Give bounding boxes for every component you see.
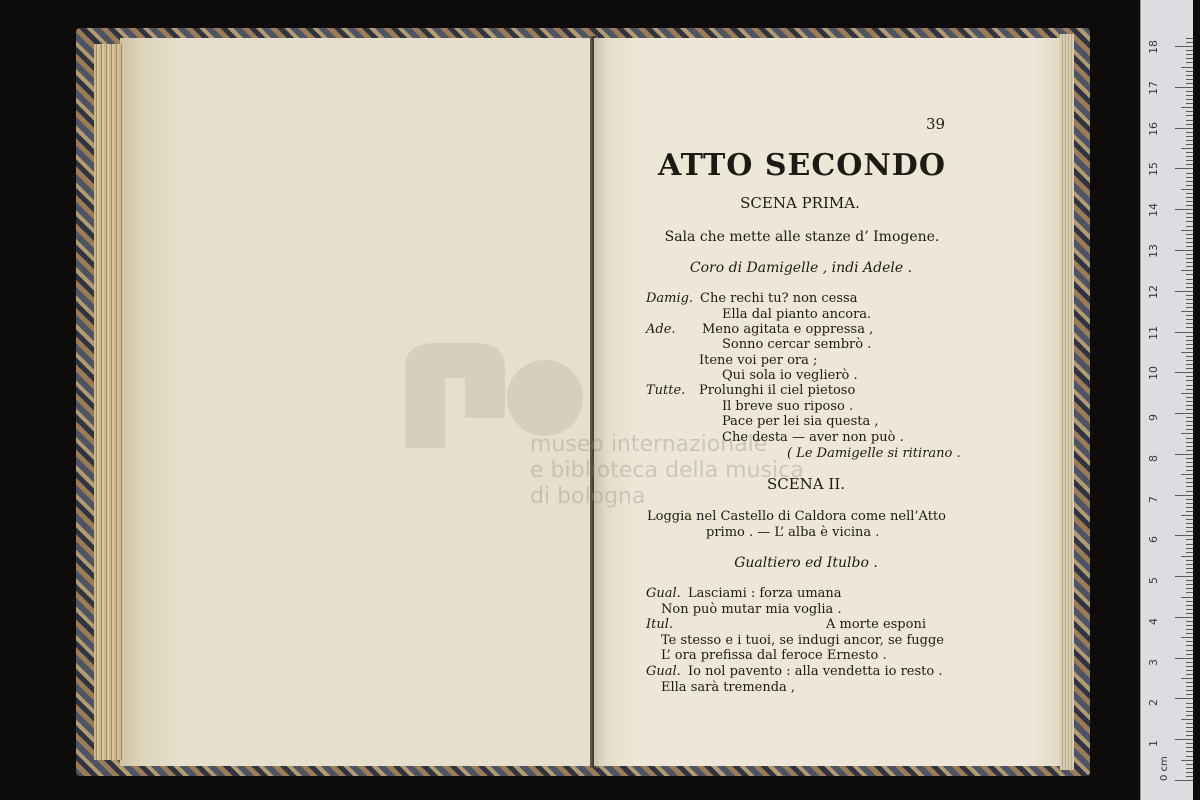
ruler-tick xyxy=(1186,62,1193,63)
ruler-tick xyxy=(1186,723,1193,724)
ruler-tick xyxy=(1186,462,1193,463)
speaker-itul: Itul. xyxy=(646,617,674,632)
ruler-tick xyxy=(1186,539,1193,540)
watermark-line-2: e biblioteca della musica xyxy=(530,458,804,483)
ruler-number: 1 xyxy=(1147,740,1160,748)
ruler-tick xyxy=(1186,519,1193,520)
verse-line: Prolunghi il ciel pietoso xyxy=(699,383,856,398)
ruler-tick xyxy=(1186,629,1193,630)
ruler-tick xyxy=(1186,690,1193,691)
ruler-tick xyxy=(1186,389,1193,390)
ruler-tick xyxy=(1175,413,1193,414)
ruler-tick xyxy=(1186,552,1193,553)
ruler-tick xyxy=(1186,421,1193,422)
ruler-number: 14 xyxy=(1147,203,1160,218)
ruler-tick xyxy=(1186,177,1193,178)
ruler-tick xyxy=(1186,213,1193,214)
ruler-number: 6 xyxy=(1147,536,1160,544)
ruler-tick xyxy=(1186,527,1193,528)
ruler-number: 2 xyxy=(1147,699,1160,707)
ruler-tick xyxy=(1186,185,1193,186)
ruler-tick xyxy=(1186,776,1193,777)
ruler-tick xyxy=(1186,478,1193,479)
ruler-tick xyxy=(1186,91,1193,92)
ruler-tick xyxy=(1186,731,1193,732)
verse-line: A morte esponi xyxy=(826,617,926,632)
ruler-tick xyxy=(1186,221,1193,222)
ruler-tick xyxy=(1186,470,1193,471)
ruler-tick xyxy=(1186,670,1193,671)
scene-2-cast: Gualtiero ed Itulbo . xyxy=(734,555,878,571)
ruler-tick xyxy=(1186,217,1193,218)
ruler-tick xyxy=(1186,650,1193,651)
ruler-tick xyxy=(1186,707,1193,708)
ruler-tick xyxy=(1175,780,1193,781)
ruler-tick xyxy=(1186,751,1193,752)
ruler-tick xyxy=(1175,617,1193,618)
ruler-tick xyxy=(1186,727,1193,728)
ruler-tick xyxy=(1186,79,1193,80)
verse-line: Qui sola io veglierò . xyxy=(722,368,858,383)
ruler-tick xyxy=(1186,686,1193,687)
ruler-tick xyxy=(1186,531,1193,532)
ruler-tick xyxy=(1186,429,1193,430)
ruler-number: 7 xyxy=(1147,495,1160,503)
ruler-tick xyxy=(1186,364,1193,365)
ruler-tick xyxy=(1181,597,1193,598)
ruler-tick xyxy=(1181,352,1193,353)
ruler-tick xyxy=(1175,495,1193,496)
ruler-tick xyxy=(1186,103,1193,104)
ruler-tick xyxy=(1186,71,1193,72)
ruler-tick xyxy=(1186,303,1193,304)
ruler-number: 3 xyxy=(1147,658,1160,666)
ruler-tick xyxy=(1186,715,1193,716)
ruler-tick xyxy=(1186,560,1193,561)
verse-line: Il breve suo riposo . xyxy=(722,399,854,414)
ruler-tick xyxy=(1186,621,1193,622)
ruler-tick xyxy=(1186,438,1193,439)
ruler-tick xyxy=(1181,719,1193,720)
scene-2-title: SCENA II. xyxy=(766,475,846,493)
verse-line: Lasciami : forza umana xyxy=(688,586,842,601)
ruler-tick xyxy=(1186,144,1193,145)
verse-line: Pace per lei sia questa , xyxy=(722,414,879,429)
speaker-damig: Damig. xyxy=(646,291,694,306)
ruler-tick xyxy=(1186,50,1193,51)
ruler-tick xyxy=(1186,491,1193,492)
ruler-tick xyxy=(1186,482,1193,483)
ruler-tick xyxy=(1181,760,1193,761)
ruler-tick xyxy=(1175,291,1193,292)
ruler-tick xyxy=(1186,160,1193,161)
scene-2-setting-line-2: primo . — L’ alba è vicina . xyxy=(706,525,880,540)
ruler-tick xyxy=(1181,311,1193,312)
ruler-tick xyxy=(1186,152,1193,153)
right-page-edge xyxy=(1060,34,1074,770)
ruler-tick xyxy=(1186,246,1193,247)
ruler-tick xyxy=(1175,168,1193,169)
speaker-ade: Ade. xyxy=(646,322,676,337)
ruler-tick xyxy=(1186,380,1193,381)
ruler-tick xyxy=(1186,111,1193,112)
ruler-tick xyxy=(1186,344,1193,345)
ruler-tick xyxy=(1186,397,1193,398)
ruler-tick xyxy=(1186,409,1193,410)
ruler-tick xyxy=(1181,189,1193,190)
ruler-tick xyxy=(1186,254,1193,255)
ruler-tick xyxy=(1186,99,1193,100)
left-page xyxy=(120,38,666,766)
ruler-tick xyxy=(1186,735,1193,736)
ruler-number: 8 xyxy=(1147,454,1160,462)
ruler-tick xyxy=(1175,658,1193,659)
ruler-tick xyxy=(1186,295,1193,296)
ruler-tick xyxy=(1186,548,1193,549)
ruler-tick xyxy=(1181,393,1193,394)
ruler-tick xyxy=(1175,576,1193,577)
ruler-tick xyxy=(1186,274,1193,275)
ruler-tick xyxy=(1186,95,1193,96)
ruler-tick xyxy=(1186,197,1193,198)
ruler-tick xyxy=(1181,556,1193,557)
ruler-tick xyxy=(1175,128,1193,129)
ruler-tick xyxy=(1186,173,1193,174)
ruler-number: 11 xyxy=(1147,325,1160,340)
ruler-tick xyxy=(1186,181,1193,182)
ruler-tick xyxy=(1186,348,1193,349)
verse-line: Che rechi tu? non cessa xyxy=(700,291,858,306)
ruler-tick xyxy=(1186,307,1193,308)
ruler-tick xyxy=(1181,107,1193,108)
ruler-tick xyxy=(1186,466,1193,467)
ruler-tick xyxy=(1186,499,1193,500)
ruler-tick xyxy=(1186,262,1193,263)
ruler-tick xyxy=(1186,193,1193,194)
ruler-tick xyxy=(1186,756,1193,757)
ruler-tick xyxy=(1186,645,1193,646)
ruler-tick xyxy=(1186,768,1193,769)
ruler-tick xyxy=(1186,605,1193,606)
page-number: 39 xyxy=(926,115,946,133)
speaker-gual: Gual. xyxy=(646,664,681,679)
ruler-tick xyxy=(1186,654,1193,655)
ruler-tick xyxy=(1186,523,1193,524)
ruler-tick xyxy=(1186,662,1193,663)
ruler-tick xyxy=(1186,356,1193,357)
ruler-tick xyxy=(1186,747,1193,748)
ruler-tick xyxy=(1186,42,1193,43)
ruler-tick xyxy=(1186,442,1193,443)
ruler-tick xyxy=(1181,474,1193,475)
ruler-tick xyxy=(1175,209,1193,210)
ruler-tick xyxy=(1186,319,1193,320)
verse-line: Ella sarà tremenda , xyxy=(661,680,796,695)
ruler-tick xyxy=(1186,340,1193,341)
ruler-tick xyxy=(1186,580,1193,581)
ruler-tick xyxy=(1186,323,1193,324)
ruler-tick xyxy=(1186,544,1193,545)
ruler-number: 9 xyxy=(1147,414,1160,422)
ruler-tick xyxy=(1181,637,1193,638)
ruler-tick xyxy=(1186,584,1193,585)
ruler-tick xyxy=(1186,376,1193,377)
ruler-tick xyxy=(1186,588,1193,589)
ruler-tick xyxy=(1186,503,1193,504)
verse-line: Te stesso e i tuoi, se indugi ancor, se fugge xyxy=(661,633,944,648)
ruler-tick xyxy=(1186,405,1193,406)
verse-line: Sonno cercar sembrò . xyxy=(722,337,872,352)
ruler-tick xyxy=(1186,486,1193,487)
ruler-tick xyxy=(1186,315,1193,316)
ruler-tick xyxy=(1186,164,1193,165)
scene-1-setting: Sala che mette alle stanze d’ Imogene. xyxy=(664,229,940,245)
measuring-ruler xyxy=(1140,0,1193,800)
verse-line: L’ ora prefissa dal feroce Ernesto . xyxy=(661,648,887,663)
ruler-tick xyxy=(1186,601,1193,602)
ruler-tick xyxy=(1186,401,1193,402)
ruler-tick xyxy=(1181,230,1193,231)
ruler-tick xyxy=(1186,694,1193,695)
ruler-tick xyxy=(1186,283,1193,284)
ruler-tick xyxy=(1175,698,1193,699)
ruler-tick xyxy=(1186,242,1193,243)
ruler-tick xyxy=(1175,535,1193,536)
ruler-tick xyxy=(1186,234,1193,235)
ruler-tick xyxy=(1186,450,1193,451)
ruler-tick xyxy=(1186,124,1193,125)
stage-direction: ( Le Damigelle si ritirano . xyxy=(787,446,961,461)
ruler-tick xyxy=(1186,136,1193,137)
act-heading: ATTO SECONDO xyxy=(658,148,946,183)
ruler-tick xyxy=(1186,511,1193,512)
ruler-tick xyxy=(1186,266,1193,267)
ruler-number: 10 xyxy=(1147,366,1160,381)
ruler-number: 12 xyxy=(1147,284,1160,299)
ruler-tick xyxy=(1186,507,1193,508)
speaker-gual: Gual. xyxy=(646,586,681,601)
verse-line: Ella dal pianto ancora. xyxy=(722,307,872,322)
verse-line: Meno agitata e oppressa , xyxy=(702,322,874,337)
ruler-tick xyxy=(1186,226,1193,227)
ruler-tick xyxy=(1186,336,1193,337)
speaker-tutte: Tutte. xyxy=(646,383,686,398)
verse-line: Itene voi per ora ; xyxy=(699,353,818,368)
ruler-tick xyxy=(1186,279,1193,280)
ruler-tick xyxy=(1186,140,1193,141)
ruler-tick xyxy=(1175,250,1193,251)
ruler-tick xyxy=(1186,743,1193,744)
ruler-number: 16 xyxy=(1147,121,1160,136)
ruler-number: 4 xyxy=(1147,617,1160,625)
ruler-tick xyxy=(1186,633,1193,634)
ruler-tick xyxy=(1186,132,1193,133)
ruler-tick xyxy=(1186,572,1193,573)
ruler-tick xyxy=(1186,385,1193,386)
page-stack-edge xyxy=(94,44,124,760)
ruler-tick xyxy=(1186,609,1193,610)
ruler-tick xyxy=(1186,458,1193,459)
verse-line: Io nol pavento : alla vendetta io resto . xyxy=(688,664,943,679)
ruler-tick xyxy=(1186,703,1193,704)
ruler-number: 18 xyxy=(1147,40,1160,55)
ruler-tick xyxy=(1186,38,1193,39)
ruler-tick xyxy=(1186,417,1193,418)
ruler-number: 5 xyxy=(1147,577,1160,585)
ruler-tick xyxy=(1186,201,1193,202)
scene-2-setting-line-1: Loggia nel Castello di Caldora come nell’Atto xyxy=(647,509,946,524)
ruler-tick xyxy=(1186,299,1193,300)
ruler-tick xyxy=(1186,120,1193,121)
ruler-tick xyxy=(1186,156,1193,157)
ruler-number: 13 xyxy=(1147,244,1160,258)
ruler-tick xyxy=(1186,75,1193,76)
ruler-tick xyxy=(1186,568,1193,569)
ruler-number: 15 xyxy=(1147,162,1160,177)
ruler-tick xyxy=(1186,564,1193,565)
ruler-tick xyxy=(1186,613,1193,614)
ruler-number: 17 xyxy=(1147,80,1160,95)
ruler-tick xyxy=(1186,54,1193,55)
ruler-tick xyxy=(1186,764,1193,765)
ruler-tick xyxy=(1175,454,1193,455)
ruler-tick xyxy=(1186,674,1193,675)
ruler-tick xyxy=(1175,739,1193,740)
ruler-tick xyxy=(1186,446,1193,447)
watermark-line-1: museo internazionale xyxy=(530,432,768,457)
ruler-tick xyxy=(1186,711,1193,712)
ruler-tick xyxy=(1186,592,1193,593)
ruler-unit: 0 cm xyxy=(1159,756,1170,781)
ruler-tick xyxy=(1181,270,1193,271)
ruler-tick xyxy=(1181,678,1193,679)
ruler-tick xyxy=(1186,360,1193,361)
ruler-tick xyxy=(1181,433,1193,434)
ruler-tick xyxy=(1175,332,1193,333)
ruler-tick xyxy=(1181,67,1193,68)
ruler-tick xyxy=(1175,46,1193,47)
watermark-line-3: di bologna xyxy=(530,484,646,509)
ruler-tick xyxy=(1186,625,1193,626)
ruler-tick xyxy=(1186,682,1193,683)
verse-line: Che desta — aver non può . xyxy=(722,430,904,445)
ruler-tick xyxy=(1186,258,1193,259)
ruler-tick xyxy=(1181,148,1193,149)
scene-1-title: SCENA PRIMA. xyxy=(740,194,860,212)
ruler-tick xyxy=(1186,666,1193,667)
scene-1-cast: Coro di Damigelle , indi Adele . xyxy=(689,260,913,276)
ruler-tick xyxy=(1186,58,1193,59)
ruler-tick xyxy=(1186,772,1193,773)
ruler-tick xyxy=(1186,205,1193,206)
ruler-tick xyxy=(1186,287,1193,288)
ruler-tick xyxy=(1186,83,1193,84)
ruler-tick xyxy=(1186,368,1193,369)
ruler-tick xyxy=(1186,425,1193,426)
ruler-tick xyxy=(1186,327,1193,328)
ruler-tick xyxy=(1186,641,1193,642)
ruler-tick xyxy=(1175,372,1193,373)
verse-line: Non può mutar mia voglia . xyxy=(661,602,842,617)
ruler-tick xyxy=(1186,115,1193,116)
ruler-tick xyxy=(1175,87,1193,88)
ruler-tick xyxy=(1181,515,1193,516)
ruler-tick xyxy=(1186,238,1193,239)
